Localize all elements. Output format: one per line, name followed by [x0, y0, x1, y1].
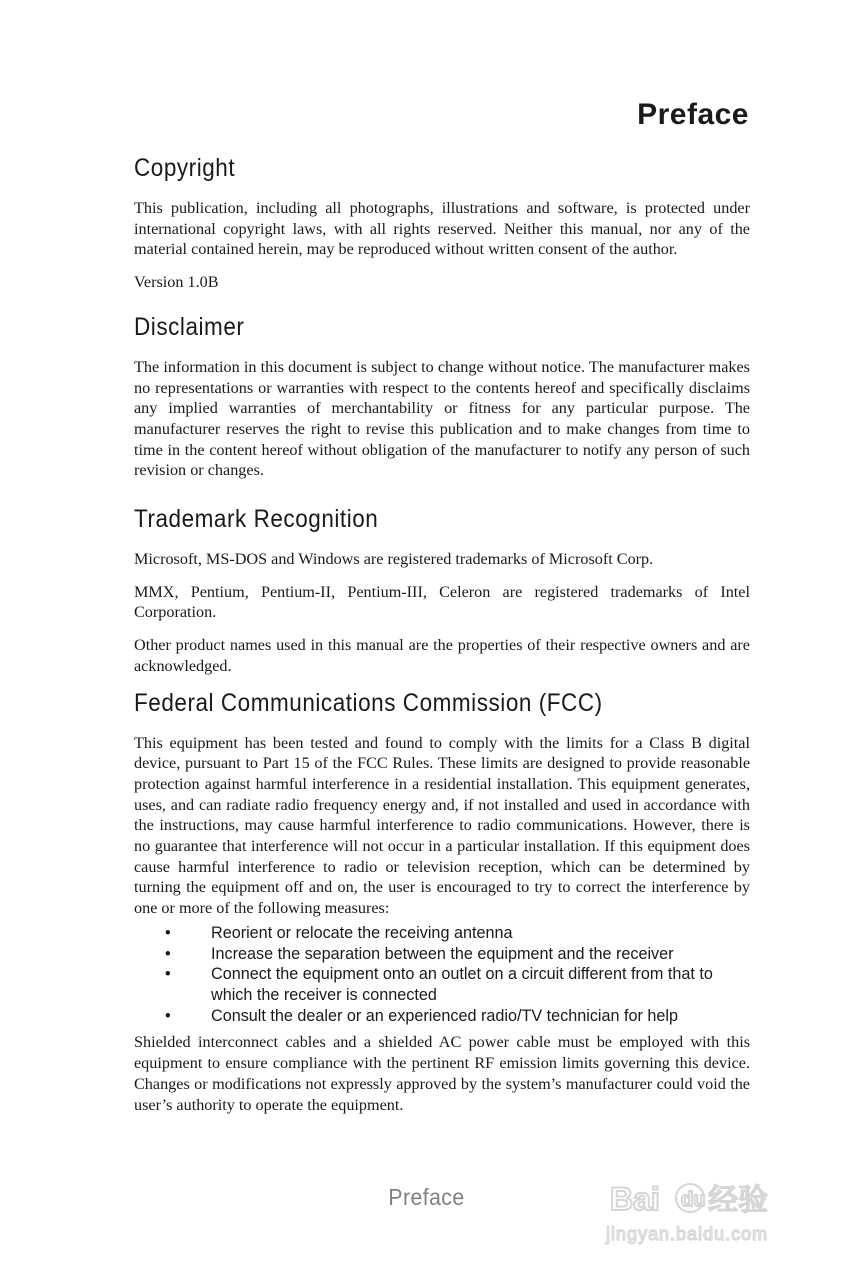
trademark-paragraph: Other product names used in this manual are the properties of their respective owners and are acknowledged.	[134, 636, 750, 675]
list-item	[134, 923, 750, 944]
svg-text:Bai: Bai	[610, 1181, 660, 1217]
trademark-section	[134, 503, 750, 677]
list-item	[134, 944, 750, 965]
disclaimer-heading: Disclaimer	[134, 312, 245, 341]
fcc-measures-list	[134, 923, 750, 1027]
disclaimer-body: The information in this document is subject to change without notice. The manufacturer makes no representations or warranties with respect to the contents hereof and specifically disclaims any implied warranties of merchantability or fitness for any particular purpose. The manufacturer reserves the right to revise this publication and to make changes from time to time in the content hereof without obligation of the manufacturer to notify any person of such revision or changes.	[134, 357, 750, 480]
measure-text: Reorient or relocate the receiving antenna	[211, 923, 513, 942]
page-footer: Preface	[388, 1184, 465, 1210]
version-text: Version 1.0B	[134, 273, 219, 292]
trademark-heading: Trademark Recognition	[134, 505, 379, 534]
fcc-section	[134, 687, 750, 1116]
list-item	[134, 964, 750, 1005]
svg-text:jingyan.baidu.com: jingyan.baidu.com	[606, 1224, 769, 1244]
measure-text: Increase the separation between the equipment and the receiver	[211, 944, 674, 963]
list-item	[134, 1006, 750, 1027]
disclaimer-section	[134, 311, 750, 481]
svg-text:经验: 经验	[708, 1183, 768, 1218]
copyright-section	[134, 152, 750, 293]
trademark-paragraph: MMX, Pentium, Pentium-II, Pentium-III, Celeron are registered trademarks of Intel Corporation.	[134, 582, 750, 622]
bullet-icon: •	[165, 1006, 171, 1025]
measure-text: Consult the dealer or an experienced radio/TV technician for help	[211, 1006, 679, 1025]
baidu-jingyan-watermark-logo	[604, 1174, 804, 1248]
fcc-closing: Shielded interconnect cables and a shielded AC power cable must be employed with this equipment to ensure compliance with the pertinent RF emission limits governing this device. Changes or modifications not expressly approved by the system’s manufacturer could void the user’s authority to operate the equipment.	[134, 1033, 750, 1114]
fcc-heading: Federal Communications Commission (FCC)	[134, 688, 603, 717]
bullet-icon: •	[165, 923, 171, 942]
document-body	[134, 152, 750, 1115]
page-title: Preface	[637, 98, 749, 131]
bullet-icon: •	[165, 965, 171, 984]
copyright-body: This publication, including all photographs, illustrations and software, is protected under international copyright laws, with all rights reserved. Neither this manual, nor any of the material contained herein, may be reproduced without written consent of the author.	[134, 199, 750, 259]
bullet-icon: •	[165, 944, 171, 963]
copyright-heading: Copyright	[134, 154, 236, 182]
measure-text: Connect the equipment onto an outlet on a circuit different from that to which the receiver is connected	[211, 965, 713, 1004]
fcc-intro: This equipment has been tested and found to comply with the limits for a Class B digital device, pursuant to Part 15 of the FCC Rules. These limits are designed to provide reasonable protection against harmful interference in a residential installation. This equipment generates, uses, and can radiate radio frequency energy and, if not installed and used in accordance with the instructions, may cause harmful interference to radio communications. However, there is no guarantee that interference will not occur in a particular installation. If this equipment does cause harmful interference to radio or television reception, which can be determined by turning the equipment off and on, the user is encouraged to try to correct the interference by one or more of the following measures:	[134, 733, 750, 918]
svg-text:du: du	[681, 1189, 706, 1211]
trademark-paragraph: Microsoft, MS-DOS and Windows are registered trademarks of Microsoft Corp.	[134, 550, 654, 569]
